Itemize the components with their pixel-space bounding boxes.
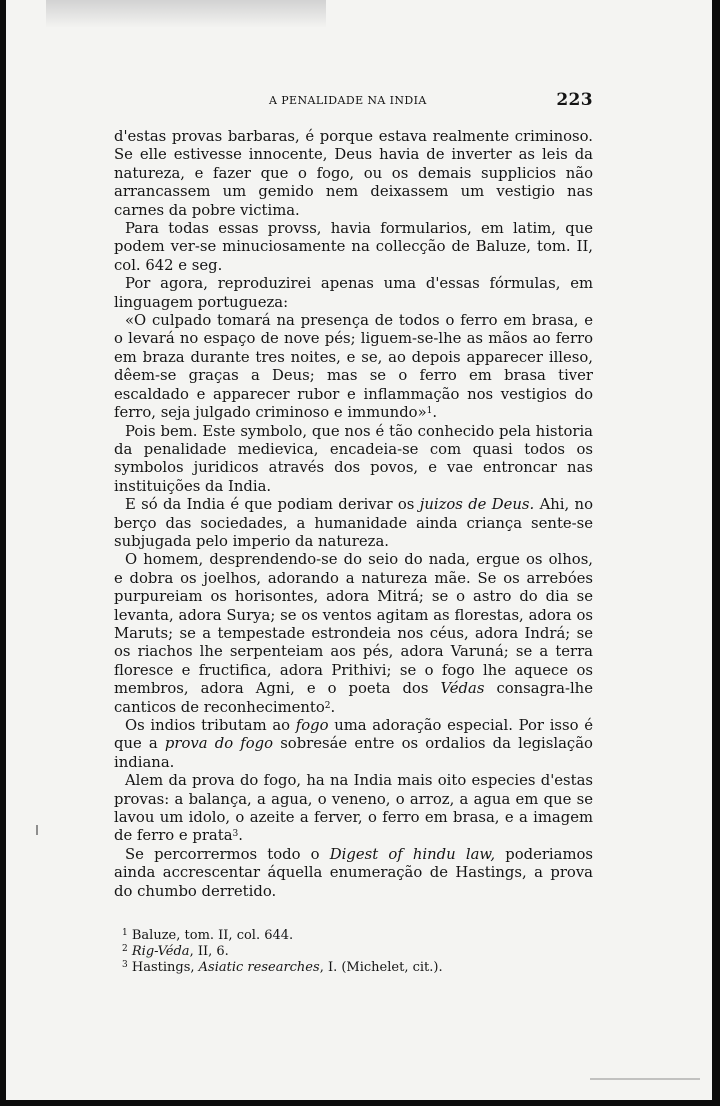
- italic-term: prova do fogo: [164, 735, 274, 753]
- footnotes: [122, 928, 592, 976]
- page-header: [113, 90, 593, 114]
- scan-shadow: [46, 0, 326, 28]
- book-page: [6, 0, 712, 1100]
- footnote-ref: 2: [324, 700, 331, 711]
- paragraph: E só da India é que podiam derivar os juizos de Deus. Ahi, no berço das sociedades, a humanidade ainda criança sente-se subjugada pelo imperio da natureza.: [114, 496, 593, 550]
- paragraph: «O culpado tomará na presença de todos o ferro em brasa, e o levará no espaço de nove pés; liguem-se-lhe as mãos ao ferro em braza durante tres noites, e se, ao depois apparecer illeso, dêem-se graças a Deus; mas se o ferro em brasa tiver escaldado e apparecer rubor e inflammação nos vestigios do ferro, seja julgado criminoso e immundo»$^1$.: [114, 312, 593, 422]
- footnote: $^2$ Rig-Véda, II, 6.: [122, 944, 229, 959]
- paragraph: Alem da prova do fogo, ha na India mais oito especies d'estas provas: a balança, a agua, o veneno, o arroz, a agua em que se lavou um idolo, o azeite a ferver, o ferro em brasa, e a imagem de ferro e prata$^3$.: [114, 772, 593, 845]
- paragraph: O homem, desprendendo-se do seio do nada, ergue os olhos, e dobra os joelhos, adorando a natureza mãe. Se os arrebóes purpureiam os horisontes, adora Mitrá; se o astro do dia se levanta, adora Surya; se os ventos agitam as florestas, adora os Maruts; se a tempestade estrondeia nos céus, adora Indrá; se os riachos lhe serpenteiam aos pés, adora Varuná; se a terra floresce e fructifica, adora Prithivi; se o fogo lhe aquece os membros, adora Agni, e o poeta dos Védas consagra-lhe canticos de reconhecimento$^2$.: [114, 551, 593, 716]
- paragraph: Por agora, reproduzirei apenas uma d'essas fórmulas, em linguagem portugueza:: [114, 275, 593, 311]
- italic-term: Digest of hindu law,: [329, 845, 496, 863]
- paragraph: Os indios tributam ao fogo uma adoração especial. Por isso é que a prova do fogo sobresáe entre os ordalios da legislação indiana.: [114, 717, 593, 771]
- italic-term: Védas: [440, 680, 485, 698]
- body-text: [114, 128, 593, 901]
- page-number: 223: [556, 90, 593, 110]
- footnote-ref: 1: [426, 406, 433, 417]
- paragraph: Para todas essas provss, havia formularios, em latim, que podem ver-se minuciosamente na collecção de Baluze, tom. II, col. 642 e seg.: [114, 220, 593, 274]
- footnote-ref: 3: [232, 829, 239, 840]
- italic-term: fogo: [295, 717, 329, 734]
- footnote: $^3$ Hastings, Asiatic researches, I. (Michelet, cit.).: [122, 960, 443, 975]
- paragraph: d'estas provas barbaras, é porque estava realmente criminoso. Se elle estivesse innocente, Deus havia de inverter as leis da natureza, e fazer que o fogo, ou os demais supplicios não arrancassem um gemido nem deixassem um vestigio nas carnes da pobre victima.: [114, 128, 593, 219]
- scan-mark: [590, 1078, 700, 1080]
- running-title: A PENALIDADE NA INDIA: [269, 94, 427, 107]
- italic-term: juizos de Deus.: [419, 496, 535, 514]
- footnote: $^1$ Baluze, tom. II, col. 644.: [122, 928, 294, 943]
- paragraph: Pois bem. Este symbolo, que nos é tão conhecido pela historia da penalidade medievica, encadeia-se com quasi todos os symbolos juridicos através dos povos, e vae entroncar nas instituições da India.: [114, 422, 593, 495]
- paragraph: Se percorrermos todo o Digest of hindu law, poderiamos ainda accrescentar áquella enumeração de Hastings, a prova do chumbo derretido.: [114, 845, 593, 900]
- scan-mark: [36, 825, 38, 835]
